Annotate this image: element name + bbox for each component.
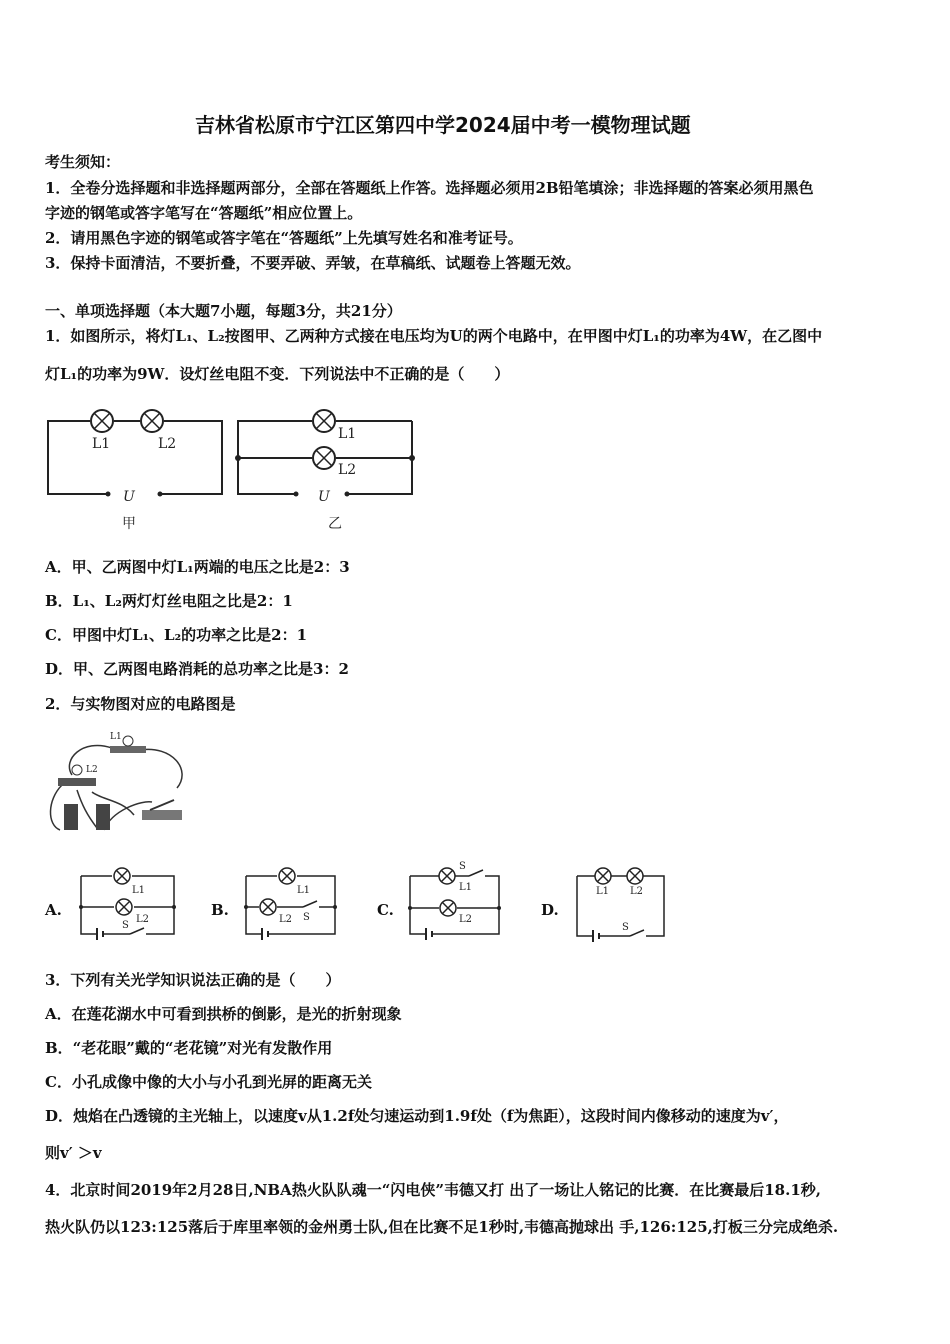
- label-l2: L2: [158, 436, 177, 452]
- q2-option-d-circuit: [574, 858, 670, 944]
- label-u: U: [123, 489, 135, 505]
- q1-circuit-figure: [40, 402, 430, 537]
- page-title: 吉林省松原市宁江区第四中学2024届中考一模物理试题: [195, 113, 691, 137]
- photo-label-l2: L2: [86, 765, 98, 775]
- notice-item: 3．保持卡面清洁，不要折叠，不要弄破、弄皱，在草稿纸、试题卷上答题无效。: [45, 254, 581, 272]
- notice-item: 1．全卷分选择题和非选择题两部分，全部在答题纸上作答。选择题必须用2B铅笔填涂；非选择题的答案必须用黑色: [45, 179, 814, 197]
- label-l1: L1: [459, 882, 473, 893]
- label-jia: 甲: [122, 516, 136, 532]
- q2-option-a-letter: A.: [45, 901, 62, 919]
- label-u: U: [318, 489, 330, 505]
- label-l1: L1: [338, 426, 357, 442]
- q3-option-d: D．烛焰在凸透镜的主光轴上，以速度v从1.2f处匀速运动到1.9f处（f为焦距），这段时间内像移动的速度为v′，: [45, 1107, 789, 1125]
- q4-stem-line2: 热火队仍以123:125落后于库里率领的金州勇士队,但在比赛不足1秒时,韦德高抛球出 手,126:125,打板三分完成绝杀.: [45, 1218, 839, 1236]
- q4-stem-line1: 4．北京时间2019年2月28日,NBA热火队队魂一“闪电侠”韦德又打 出了一场让人铭记的比赛．在比赛最后18.1秒,: [45, 1181, 821, 1199]
- bulb-icon: [123, 736, 133, 746]
- label-l2: L2: [136, 914, 150, 925]
- bulb-icon: [72, 765, 82, 775]
- q3-option-c: C．小孔成像中像的大小与小孔到光屏的距离无关: [45, 1073, 372, 1091]
- q2-option-b-letter: B.: [211, 901, 229, 919]
- q1-stem-line2: 灯L₁的功率为9W．设灯丝电阻不变．下列说法中不正确的是（ ）: [45, 365, 510, 383]
- notice-item: 字迹的钢笔或答字笔写在“答题纸”相应位置上。: [45, 204, 363, 222]
- label-l1: L1: [596, 886, 610, 897]
- q3-option-b: B．“老花眼”戴的“老花镜”对光有发散作用: [45, 1039, 333, 1057]
- photo-label-l1: L1: [110, 732, 122, 742]
- label-l2: L2: [338, 462, 357, 478]
- label-s: S: [459, 861, 466, 872]
- label-s: S: [122, 920, 129, 931]
- q2-option-b-circuit: [243, 862, 345, 944]
- q3-stem: 3．下列有关光学知识说法正确的是（ ）: [45, 971, 341, 989]
- label-l1: L1: [297, 885, 311, 896]
- label-s: S: [303, 912, 310, 923]
- label-l1: L1: [132, 885, 146, 896]
- label-l2: L2: [459, 914, 473, 925]
- label-s: S: [622, 922, 629, 933]
- q2-stem: 2．与实物图对应的电路图是: [45, 695, 236, 713]
- q2-physical-circuit-photo: [42, 730, 192, 836]
- q1-option-b: B．L₁、L₂两灯灯丝电阻之比是2：1: [45, 592, 293, 610]
- notice-item: 2．请用黑色字迹的钢笔或答字笔在“答题纸”上先填写姓名和准考证号。: [45, 229, 523, 247]
- q1-option-d: D．甲、乙两图电路消耗的总功率之比是3：2: [45, 660, 349, 678]
- q3-option-a: A．在莲花湖水中可看到拱桥的倒影，是光的折射现象: [45, 1005, 402, 1023]
- label-l2: L2: [279, 914, 293, 925]
- q1-option-c: C．甲图中灯L₁、L₂的功率之比是2：1: [45, 626, 308, 644]
- section-heading: 一、单项选择题（本大题7小题，每题3分，共21分）: [45, 302, 402, 320]
- label-l2: L2: [630, 886, 644, 897]
- label-yi: 乙: [328, 516, 342, 532]
- q2-option-d-letter: D.: [541, 901, 559, 919]
- q2-option-c-circuit: [407, 858, 507, 944]
- label-l1: L1: [92, 436, 111, 452]
- q1-stem-line1: 1．如图所示，将灯L₁、L₂按图甲、乙两种方式接在电压均为U的两个电路中，在甲图中灯L₁的功率为4W，在乙图中: [45, 327, 823, 345]
- notice-heading: 考生须知：: [45, 153, 121, 171]
- q2-option-c-letter: C.: [377, 901, 394, 919]
- q3-option-d-cont: 则v′ ＞v: [45, 1144, 102, 1162]
- q1-option-a: A．甲、乙两图中灯L₁两端的电压之比是2：3: [45, 558, 350, 576]
- q2-option-a-circuit: [78, 862, 180, 944]
